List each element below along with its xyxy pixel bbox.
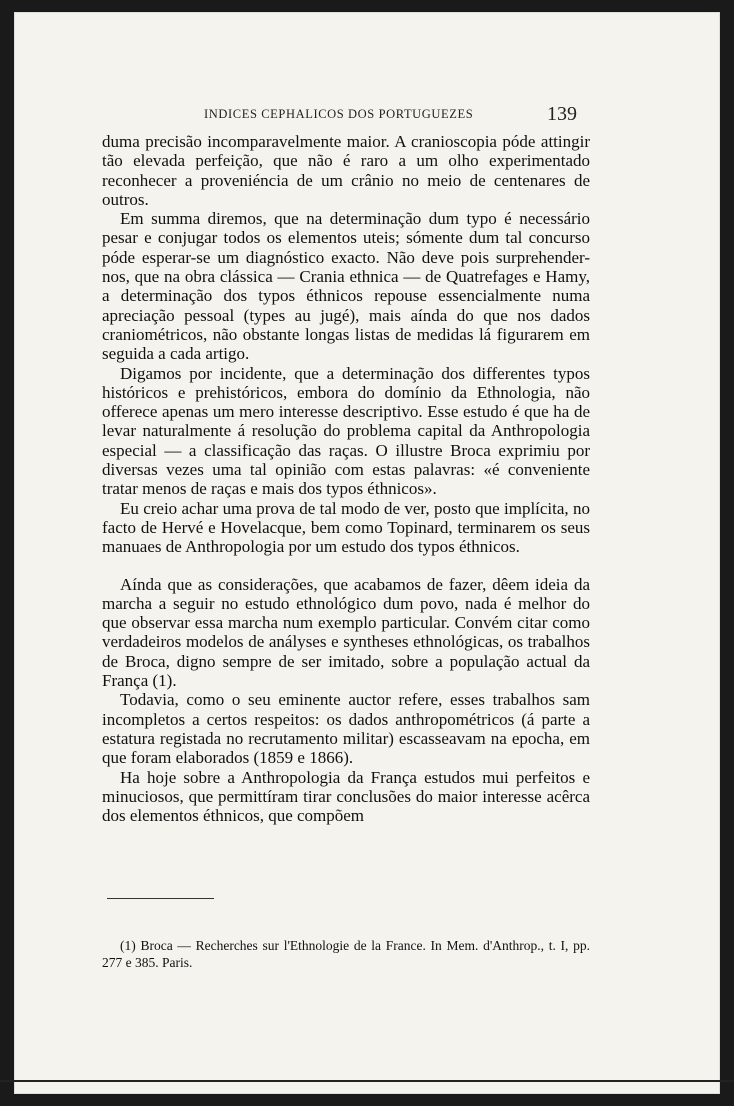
footnote: (1) Broca — Recherches sur l'Ethnologie de la France. In Mem. d'Anthrop., t. I, pp. 277 e 385. Paris. — [102, 937, 590, 970]
paragraph-2: Em summa diremos, que na determinação dum typo é necessário pesar e conjugar todos os elementos uteis; sómente dum tal concurso póde esperar-se um diagnóstico exacto. Não deve pois surprehender-nos, que na obra clássica — Crania ethnica — de Quatrefages e Hamy, a determinação dos typos éthnicos repouse essencialmente numa apreciação pessoal (types au jugé), mais aínda do que nos dados craniométricos, não obstante longas listas de medidas lá figurarem em seguida a cada artigo. — [102, 209, 590, 364]
page-bottom-edge — [0, 1080, 734, 1082]
footnote-divider — [107, 898, 214, 899]
book-page — [14, 12, 720, 1094]
running-head — [14, 103, 720, 127]
paragraph-1: duma precisão incomparavelmente maior. A cranioscopia póde attingir tão elevada perfeição, que não é raro a um olho experimentado reconhecer a proveniéncia de um crânio no meio de centenares de outros. — [102, 132, 590, 209]
body-text — [102, 132, 590, 825]
paragraph-3: Digamos por incidente, que a determinação dos differentes typos históricos e prehistóricos, embora do domínio da Ethnologia, não offerece apenas um mero interesse descriptivo. Esse estudo é que ha de levar naturalmente á resolução do problema capital da Anthropologia especial — a classificação das raças. O illustre Broca exprimiu por diversas vezes uma tal opinião com estas palavras: «é conveniente tratar menos de raças e mais dos typos éthnicos». — [102, 363, 590, 499]
paragraph-4: Eu creio achar uma prova de tal modo de ver, posto que implícita, no facto de Hervé e Hovelacque, bem como Topinard, terminarem os seus manuaes de Anthropologia por um estudo dos typos éthnicos. — [102, 498, 590, 557]
running-head-title: INDICES CEPHALICOS DOS PORTUGUEZES — [204, 107, 474, 121]
paragraph-6: Todavia, como o seu eminente auctor refere, esses trabalhos sam incompletos a certos respeitos: os dados anthropométricos (á parte a estatura registada no recrutamento militar) escasseavam na epocha, em que foram elaborados (1859 e 1866). — [102, 690, 590, 768]
page-number: 139 — [547, 103, 577, 125]
paragraph-7: Ha hoje sobre a Anthropologia da França estudos mui perfeitos e minuciosos, que permittíram tirar conclusões do maior interesse acêrca dos elementos éthnicos, que compõem — [102, 767, 590, 826]
paragraph-5: Aínda que as considerações, que acabamos de fazer, dêem ideia da marcha a seguir no estudo ethnológico dum povo, nada é melhor do que observar essa marcha num exemplo particular. Convém citar como verdadeiros modelos de anályses e syntheses ethnológicas, os trabalhos de Broca, digno sempre de ser imitado, sobre a população actual da França (1). — [102, 574, 590, 691]
